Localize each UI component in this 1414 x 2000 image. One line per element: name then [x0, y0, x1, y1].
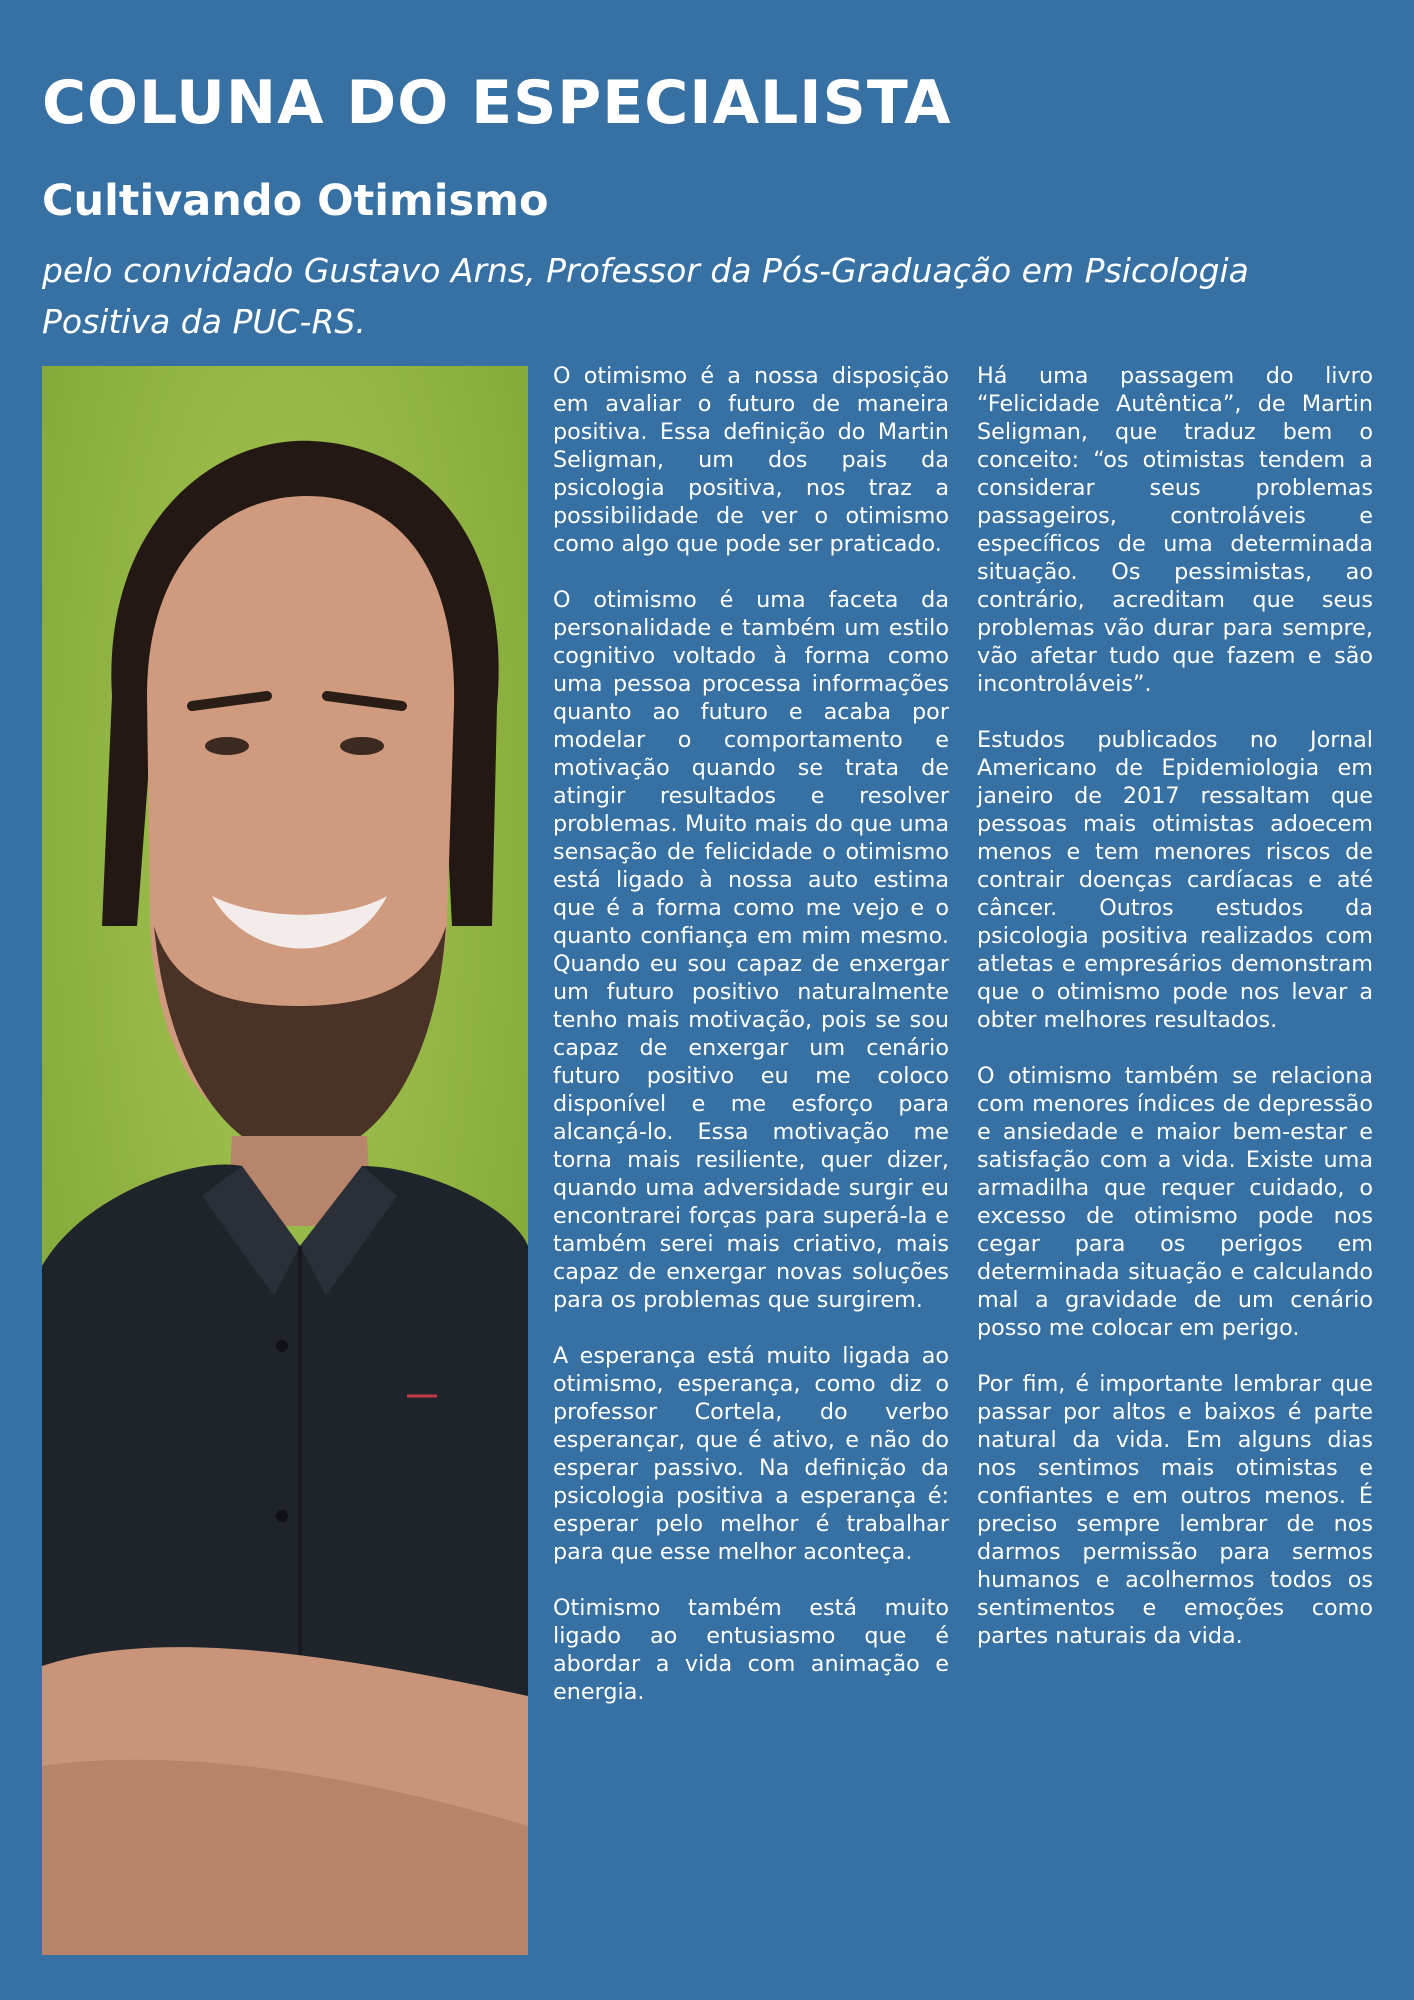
- page-title: COLUNA DO ESPECIALISTA: [42, 68, 952, 138]
- article-headline: Cultivando Otimismo: [42, 176, 549, 226]
- paragraph: Por fim, é importante lembrar que passar por altos e baixos é parte natural da vida. Em alguns dias nos sentimos mais otimistas e confiantes e em outros menos. É preciso sempre lembrar de nos darmos permissão para sermos humanos e acolhermos todos os sentimentos e emoções como partes naturais da vida.: [977, 1371, 1373, 1649]
- author-byline: pelo convidado Gustavo Arns, Professor da Pós-Graduação em Psicologia Positiva da PUC-RS.: [42, 251, 1249, 341]
- paragraph: Há uma passagem do livro “Felicidade Autêntica”, de Martin Seligman, que traduz bem o conceito: “os otimistas tendem a considerar seus problemas passageiros, controláveis e específicos de uma determinada situação. Os pessimistas, ao contrário, acreditam que seus problemas vão durar para sempre, vão afetar tudo que fazem e são incontroláveis”.: [977, 363, 1373, 697]
- paragraph: O otimismo é a nossa disposição em avaliar o futuro de maneira positiva. Essa definição do Martin Seligman, um dos pais da psicologia positiva, nos traz a possibilidade de ver o otimismo como algo que pode ser praticado.: [553, 363, 949, 557]
- author-portrait-illustration: [42, 366, 528, 1955]
- author-photo: [42, 366, 528, 1955]
- article-column-1: [553, 362, 949, 1734]
- article-column-2: [977, 362, 1373, 1678]
- paragraph: O otimismo também se relaciona com menores índices de depressão e ansiedade e maior bem-estar e satisfação com a vida. Existe uma armadilha que requer cuidado, o excesso de otimismo pode nos cegar para os perigos em determinada situação e calculando mal a gravidade de um cenário posso me colocar em perigo.: [977, 1063, 1373, 1341]
- paragraph: Otimismo também está muito ligado ao entusiasmo que é abordar a vida com animação e energia.: [553, 1595, 949, 1705]
- paragraph: Estudos publicados no Jornal Americano de Epidemiologia em janeiro de 2017 ressaltam que pessoas mais otimistas adoecem menos e tem menores riscos de contrair doenças cardíacas e até câncer. Outros estudos da psicologia positiva realizados com atletas e empresários demonstram que o otimismo pode nos levar a obter melhores resultados.: [977, 727, 1373, 1033]
- paragraph: O otimismo é uma faceta da personalidade e também um estilo cognitivo voltado à forma como uma pessoa processa informações quanto ao futuro e acaba por modelar o comportamento e motivação quando se trata de atingir resultados e resolver problemas. Muito mais do que uma sensação de felicidade o otimismo está ligado à nossa auto estima que é a forma como me vejo e o quanto confiança em mim mesmo. Quando eu sou capaz de enxergar um futuro positivo naturalmente tenho mais motivação, pois se sou capaz de enxergar um cenário futuro positivo eu me coloco disponível e me esforço para alcançá-lo. Essa motivação me torna mais resiliente, quer dizer, quando uma adversidade surgir eu encontrarei forças para superá-la e também serei mais criativo, mais capaz de enxergar novas soluções para os problemas que surgirem.: [553, 587, 949, 1313]
- paragraph: A esperança está muito ligada ao otimismo, esperança, como diz o professor Cortela, do verbo esperançar, que é ativo, e não do esperar passivo. Na definição da psicologia positiva a esperança é: esperar pelo melhor é trabalhar para que esse melhor aconteça.: [553, 1343, 949, 1565]
